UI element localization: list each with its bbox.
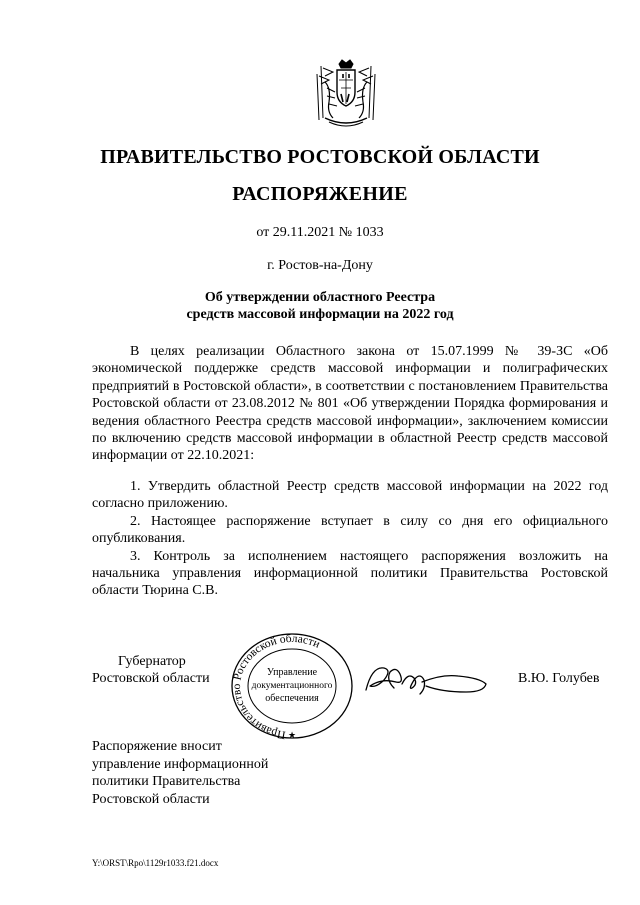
subject-line-1: Об утверждении областного Реестра bbox=[204, 290, 436, 305]
note-line-4: Ростовской области bbox=[92, 791, 210, 807]
submitted-by-note bbox=[92, 738, 268, 808]
note-line-2: управление информационной bbox=[92, 756, 269, 772]
signatory-title-line-2: Ростовской области bbox=[92, 671, 210, 687]
stamp-center-line-2: документационного bbox=[251, 681, 333, 691]
document-type: РАСПОРЯЖЕНИЕ bbox=[232, 183, 408, 205]
handwritten-signature bbox=[362, 660, 492, 700]
official-stamp bbox=[228, 630, 356, 742]
signatory-name: В.Ю. Голубев bbox=[518, 671, 600, 686]
subject-line-2: средств массовой информации на 2022 год bbox=[186, 307, 454, 322]
stamp-ring-text: Правительство Ростовской области bbox=[231, 632, 322, 741]
note-line-1: Распоряжение вносит bbox=[92, 739, 222, 754]
resolution-item: 1. Утвердить областной Реестр средств массовой информации на 2022 год согласно приложению. bbox=[92, 479, 608, 512]
signatory-title bbox=[92, 653, 210, 688]
resolution-items bbox=[92, 478, 608, 600]
document-city: г. Ростов-на-Дону bbox=[267, 258, 373, 273]
preamble-paragraph: В целях реализации Областного закона от 15.07.1999 № 39-ЗС «Об экономической поддержке средств массовой информации и полиграфических предприятий в Ростовской области», в соответствии с постановлением Правительства Ростовской области от 23.08.2012 № 801 «Об утверждении Порядка формирования и ведения областного Реестра средств массовой информации», заключением комиссии по включению средств массовой информации в областной Реестр средств массовой информации от 22.10.2021: bbox=[92, 344, 608, 464]
stamp-star-icon: ★ bbox=[287, 730, 297, 740]
coat-of-arms-icon bbox=[313, 58, 379, 130]
stamp-center-line-3: обеспечения bbox=[265, 693, 319, 704]
document-date-number: от 29.11.2021 № 1033 bbox=[256, 225, 384, 240]
note-line-3: политики Правительства bbox=[92, 774, 241, 790]
government-title: ПРАВИТЕЛЬСТВО РОСТОВСКОЙ ОБЛАСТИ bbox=[100, 146, 540, 168]
stamp-center-line-1: Управление bbox=[266, 667, 318, 678]
signatory-title-line-1: Губернатор bbox=[118, 654, 186, 669]
document-subject bbox=[0, 289, 640, 323]
resolution-item: 3. Контроль за исполнением настоящего распоряжения возложить на начальника управления информационной политики Правительства Ростовской области Тюрина С.В. bbox=[92, 548, 608, 599]
resolution-item: 2. Настоящее распоряжение вступает в силу со дня его официального опубликования. bbox=[92, 513, 608, 547]
file-path-footer: Y:\ORST\Rpo\1129r1033.f21.docx bbox=[92, 858, 219, 868]
